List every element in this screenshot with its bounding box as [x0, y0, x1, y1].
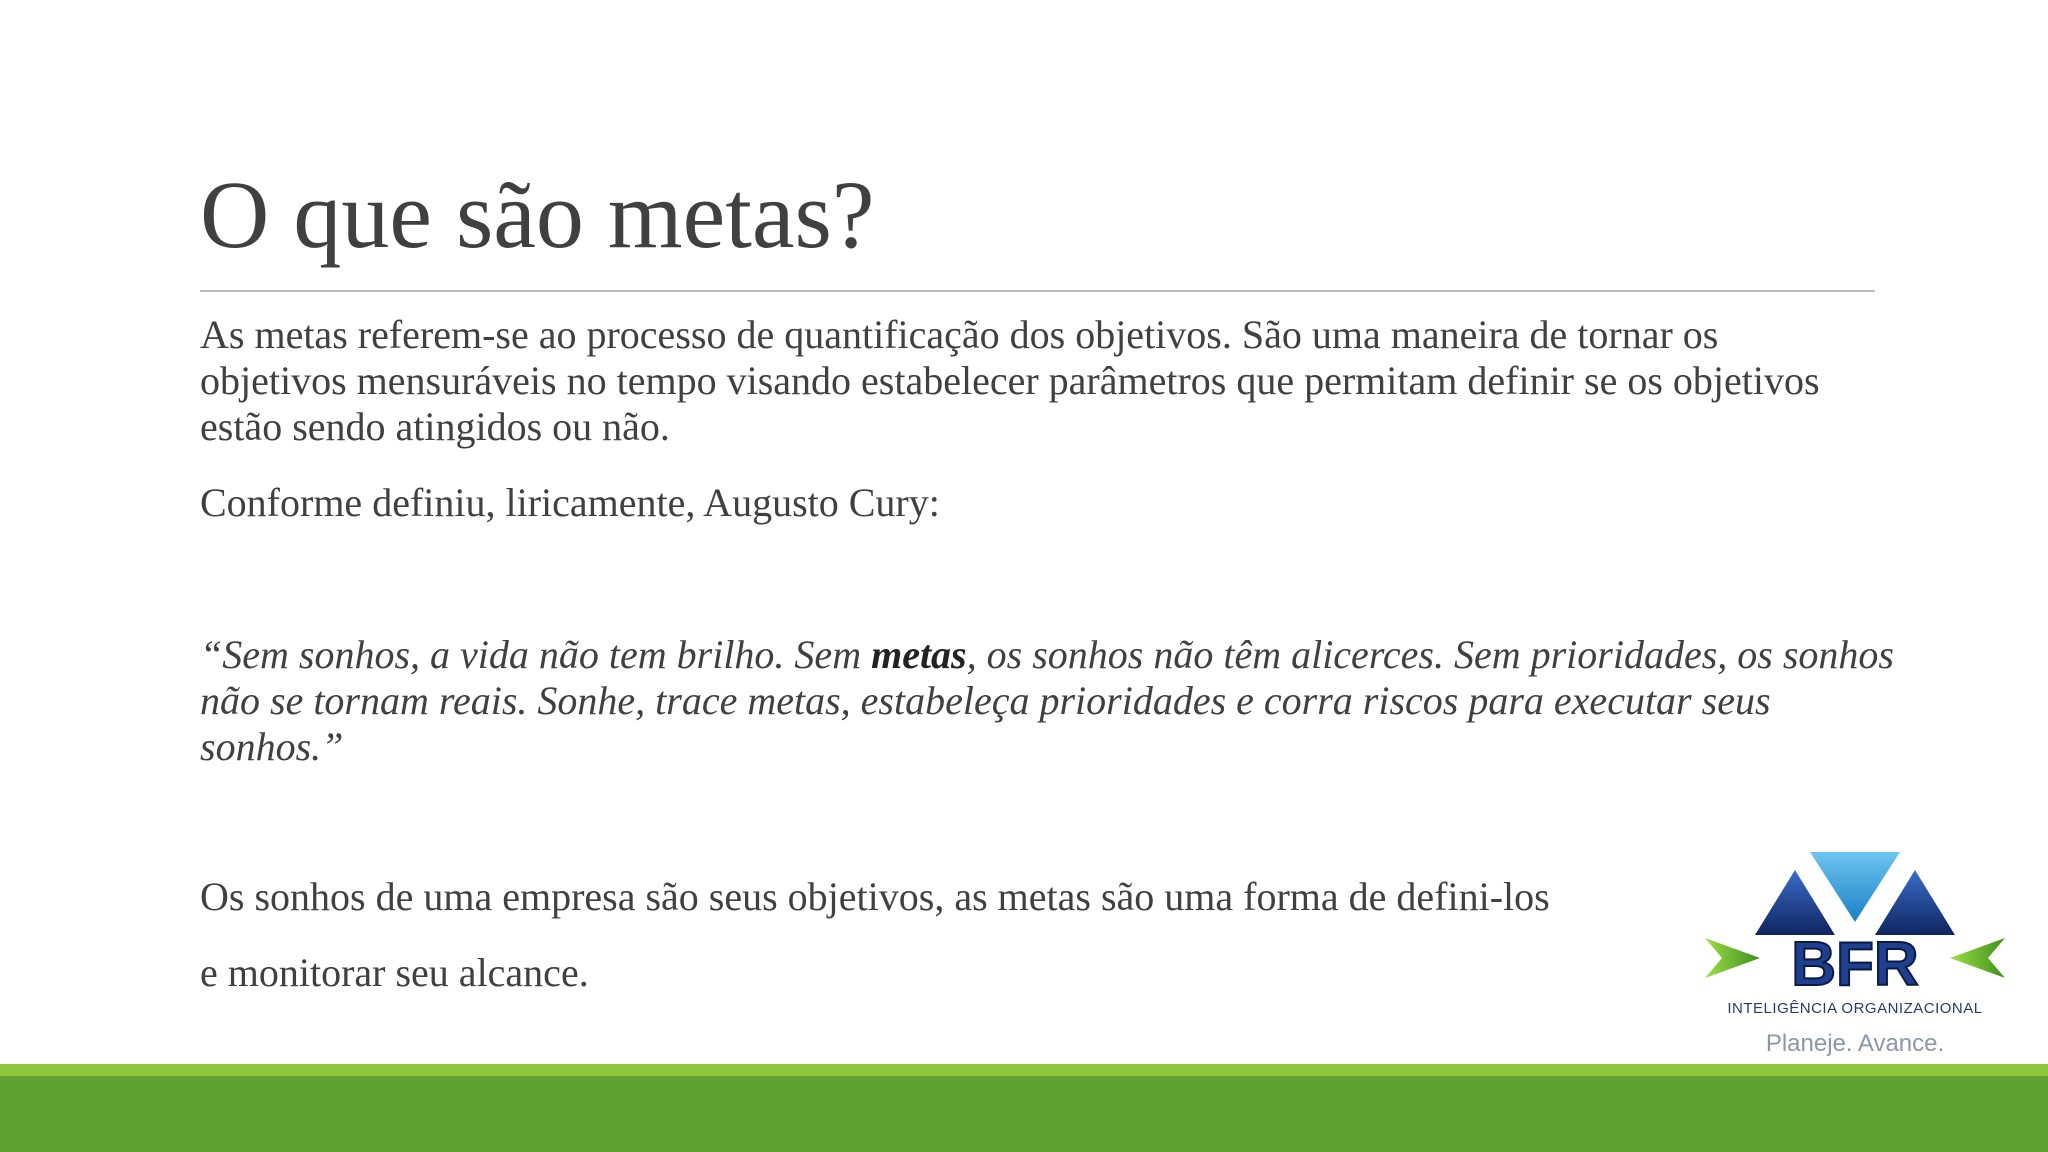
title-divider — [200, 290, 1875, 292]
paragraph-intro-quote: Conforme definiu, liricamente, Augusto Cury: — [200, 480, 940, 525]
footer-band-light — [0, 1064, 2048, 1076]
bfr-logo-icon — [1700, 850, 2010, 1000]
logo-subtitle: INTELIGÊNCIA ORGANIZACIONAL — [1727, 1000, 1983, 1017]
quote-block — [200, 632, 1900, 770]
company-logo — [1700, 850, 2010, 1060]
quote-text-start: “Sem sonhos, a vida não tem brilho. Sem — [200, 632, 872, 677]
paragraph-conclusion-2: e monitorar seu alcance. — [200, 950, 589, 995]
quote-emphasis: metas — [871, 632, 967, 677]
quote-text-end: , os sonhos não têm alicerces. Sem prioridades, os sonhos não se tornam reais. Sonhe, trace metas, estabeleça prioridades e corra riscos para executar seus sonhos.” — [200, 632, 1894, 769]
paragraph-conclusion-1: Os sonhos de uma empresa são seus objetivos, as metas são uma forma de defini-los — [200, 874, 1550, 919]
logo-tagline: Planeje. Avance. — [1765, 1030, 1945, 1057]
slide-title: O que são metas? — [200, 161, 875, 268]
footer-band-dark — [0, 1076, 2048, 1152]
paragraph-definition: As metas referem-se ao processo de quantificação dos objetivos. São uma maneira de tornar os objetivos mensuráveis no tempo visando estabelecer parâmetros que permitam definir se os objetivos estão sendo atingidos ou não. — [200, 312, 1820, 449]
logo-brand: BFR — [1791, 930, 1919, 999]
